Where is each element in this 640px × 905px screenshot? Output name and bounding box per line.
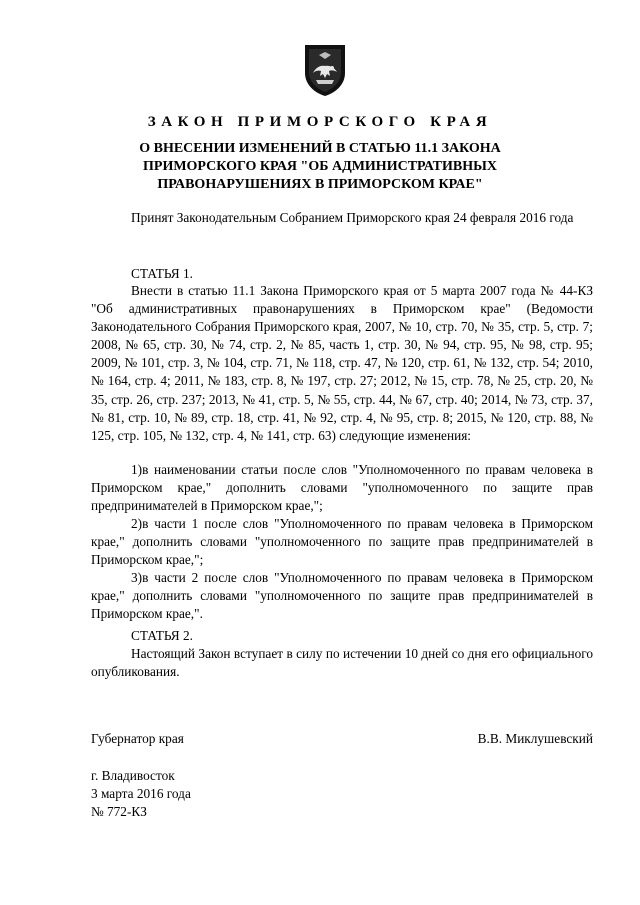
signatory-position: Губернатор края (91, 731, 184, 746)
article-1-heading: СТАТЬЯ 1. (131, 266, 193, 281)
article-1-item: 3)в части 2 после слов "Уполномоченного по правам человека в Приморском крае," дополнить словами "уполномоченного по защите прав предпринимателей в Приморском крае,". (91, 570, 593, 622)
signatory-name: В.В. Миклушевский (477, 731, 593, 746)
law-subtitle (120, 140, 520, 194)
law-title: ЗАКОН ПРИМОРСКОГО КРАЯ (147, 114, 493, 130)
subtitle-line: ПРИМОРСКОГО КРАЯ "ОБ АДМИНИСТРАТИВНЫХ (143, 159, 497, 174)
document-footer (91, 767, 191, 822)
signing-date: 3 марта 2016 года (91, 786, 191, 802)
article-1-item: 2)в части 1 после слов "Уполномоченного по правам человека в Приморском крае," дополнить словами "уполномоченного по защите прав предпринимателей в Приморском крае,"; (91, 516, 593, 568)
subtitle-line: ПРАВОНАРУШЕНИЯХ В ПРИМОРСКОМ КРАЕ" (157, 177, 483, 192)
subtitle-line: О ВНЕСЕНИИ ИЗМЕНЕНИЙ В СТАТЬЮ 11.1 ЗАКОНА (139, 141, 501, 156)
article-1-text: Внести в статью 11.1 Закона Приморского края от 5 марта 2007 года № 44-КЗ "Об административных правонарушениях в Приморском крае" (Ведомости Законодательного Собрания Приморского края, 2007, № 10, стр. 70, № 35, стр. 5, стр. 7; 2008, № 65, стр. 30, № 74, стр. 2, № 85, часть 1, стр. 30, № 94, стр. 95, № 98, стр. 95; 2009, № 101, стр. 3, № 104, стр. 71, № 118, стр. 47, № 120, стр. 61, № 132, стр. 54; 2010, № 164, стр. 4; 2011, № 183, стр. 8, № 197, стр. 27; 2012, № 15, стр. 78, № 25, стр. 20, № 35, стр. 26, стр. 237; 2013, № 41, стр. 5, № 55, стр. 44, № 67, стр. 40; 2014, № 73, стр. 37, № 81, стр. 10, № 89, стр. 18, стр. 41, № 92, стр. 4, № 95, стр. 8; 2015, № 120, стр. 88, № 125, стр. 105, № 132, стр. 4, № 141, стр. 63) следующие изменения: (91, 283, 593, 443)
article-2-text: Настоящий Закон вступает в силу по истечении 10 дней со дня его официального опубликования. (91, 646, 593, 680)
adoption-note: Принят Законодательным Собранием Приморского края 24 февраля 2016 года (131, 210, 574, 225)
article-2-heading: СТАТЬЯ 2. (131, 628, 193, 643)
article-1-item: 1)в наименовании статьи после слов "Уполномоченного по правам человека в Приморском крае," дополнить словами "уполномоченного по защите прав предпринимателей в Приморском крае,"; (91, 462, 593, 514)
coat-of-arms-icon (303, 43, 347, 97)
law-number: № 772-КЗ (91, 804, 147, 820)
city: г. Владивосток (91, 768, 175, 783)
